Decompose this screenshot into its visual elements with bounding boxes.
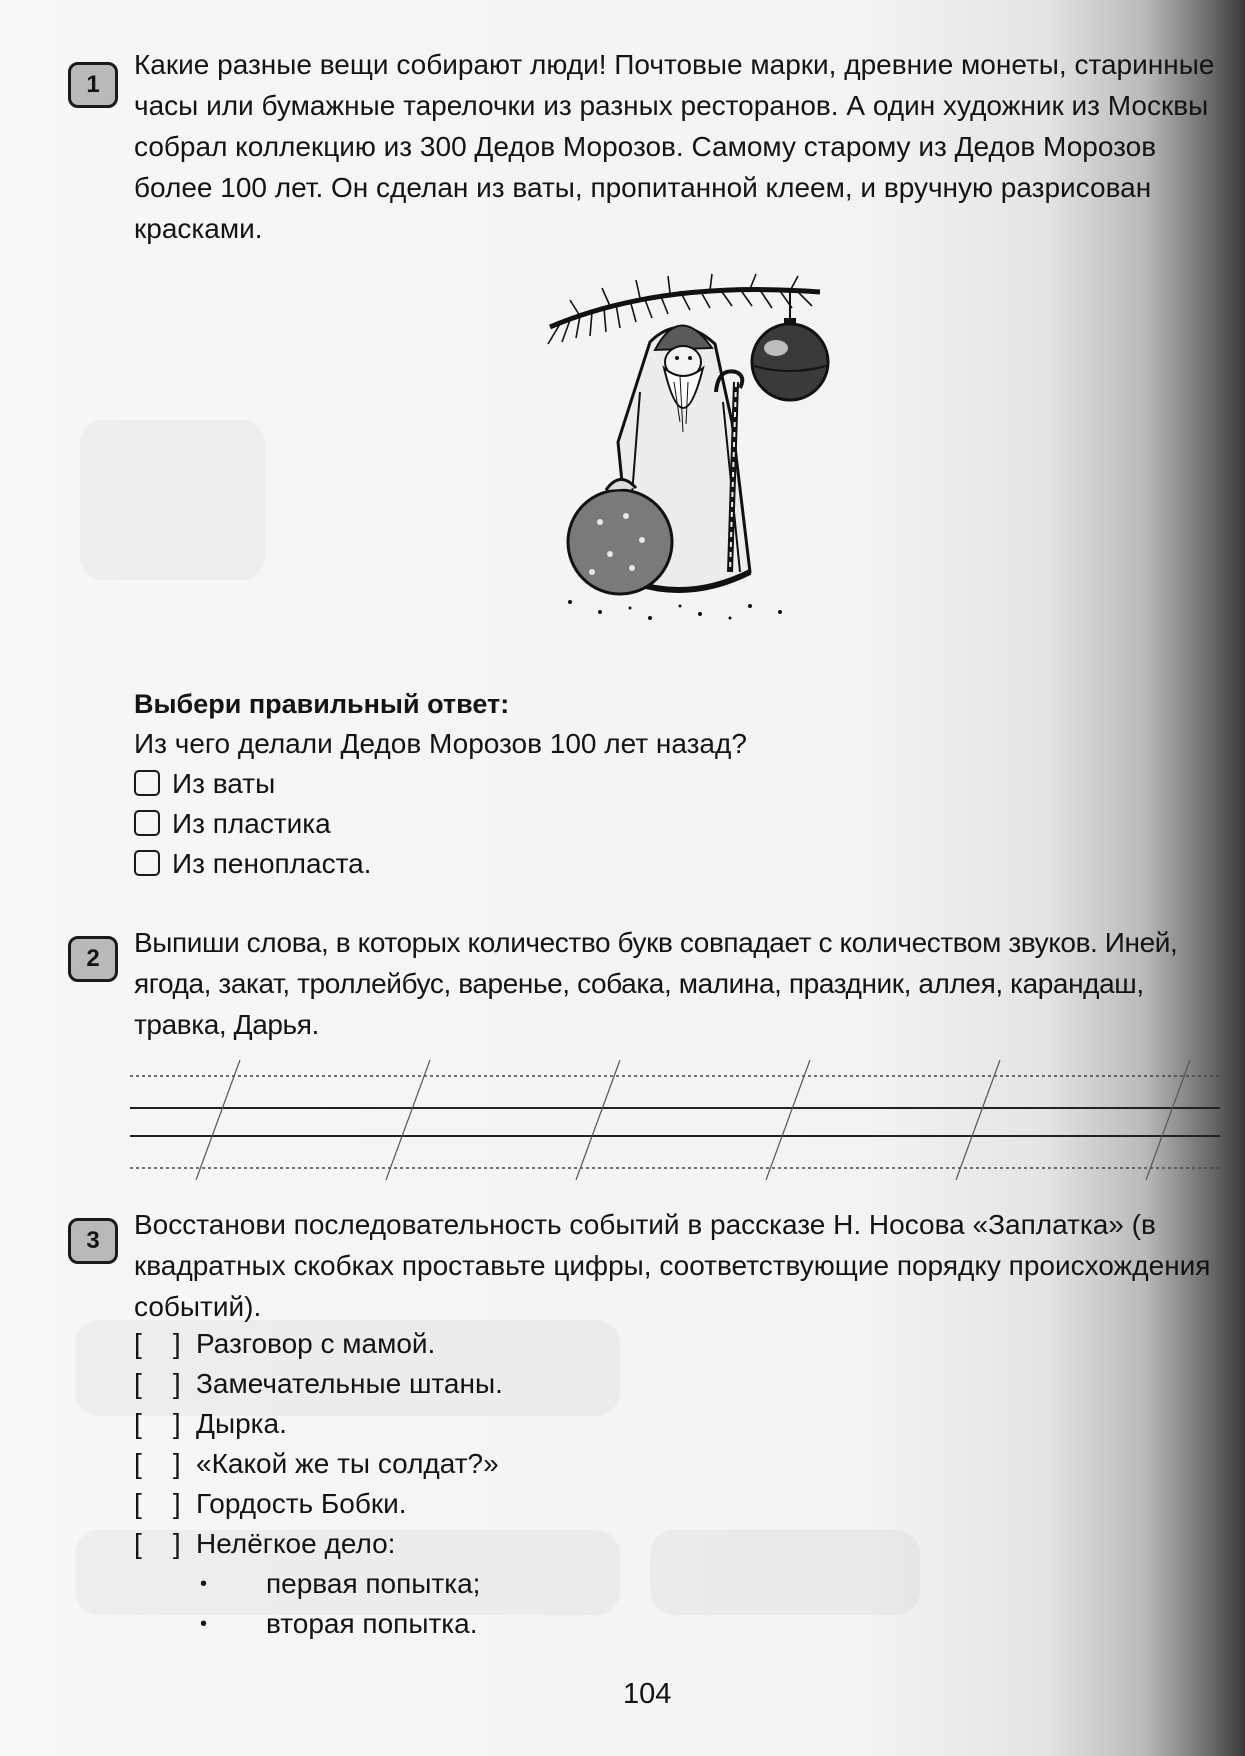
event-item[interactable] [134,1444,499,1484]
background-shade [80,420,265,580]
subitem-label: вторая попытка. [266,1608,478,1639]
event-item[interactable] [134,1524,395,1564]
event-label: Разговор с мамой. [196,1328,436,1359]
event-item[interactable] [134,1404,287,1444]
task3-text: Восстанови последовательность событий в рассказе Н. Носова «Заплатка» (в квадратных скобках проставьте цифры, соответствующие порядку происхождения событий). [134,1209,1211,1322]
answer-bracket[interactable]: [ ] [134,1528,181,1559]
event-label: «Какой же ты солдат?» [196,1448,499,1479]
event-label: Нелёгкое дело: [196,1528,396,1559]
answer-option[interactable] [134,764,275,804]
writing-lines[interactable] [130,1060,1230,1180]
option-label: Из пенопласта. [172,848,372,879]
subitem-label: первая попытка; [266,1568,481,1599]
event-item[interactable] [134,1324,435,1364]
answer-option[interactable] [134,844,371,884]
option-label: Из пластика [172,808,331,839]
answer-bracket[interactable]: [ ] [134,1488,181,1519]
background-shade [650,1530,920,1615]
task1-text: Какие разные вещи собирают люди! Почтовые марки, древние монеты, старинные часы или бумажные тарелочки из разных ресторанов. А один художник из Москвы собрал коллекцию из 300 Дедов Морозов. Самому старому из Дедов Морозов более 100 лет. Он сделан из ваты, пропитанной клеем, и вручную разрисован красками. [134,49,1215,244]
ded-moroz-illustration [540,272,840,652]
event-item[interactable] [134,1364,503,1404]
checkbox[interactable] [134,770,160,796]
answer-option[interactable] [134,804,331,844]
task-number-badge: 3 [68,1218,118,1264]
event-label: Гордость Бобки. [196,1488,407,1519]
checkbox[interactable] [134,810,160,836]
task1-question: Из чего делали Дедов Морозов 100 лет назад? [134,728,747,759]
task1-instruction: Выбери правильный ответ: [134,689,510,719]
event-label: Дырка. [196,1408,287,1439]
answer-bracket[interactable]: [ ] [134,1448,181,1479]
bullet-marker: • [200,1573,208,1595]
answer-bracket[interactable]: [ ] [134,1328,181,1359]
event-label: Замечательные штаны. [196,1368,503,1399]
task-number-badge: 2 [68,936,118,982]
page-number: 104 [623,1678,672,1710]
option-label: Из ваты [172,768,276,799]
bullet-marker: • [200,1613,208,1635]
answer-bracket[interactable]: [ ] [134,1408,181,1439]
event-item[interactable] [134,1484,407,1524]
answer-bracket[interactable]: [ ] [134,1368,181,1399]
task-number-badge: 1 [68,62,118,108]
task2-text: Выпиши слова, в которых количество букв совпадает с количеством звуков. Иней, ягода, закат, троллейбус, варенье, собака, малина, праздник, аллея, карандаш, травка, Дарья. [134,927,1178,1040]
checkbox[interactable] [134,850,160,876]
